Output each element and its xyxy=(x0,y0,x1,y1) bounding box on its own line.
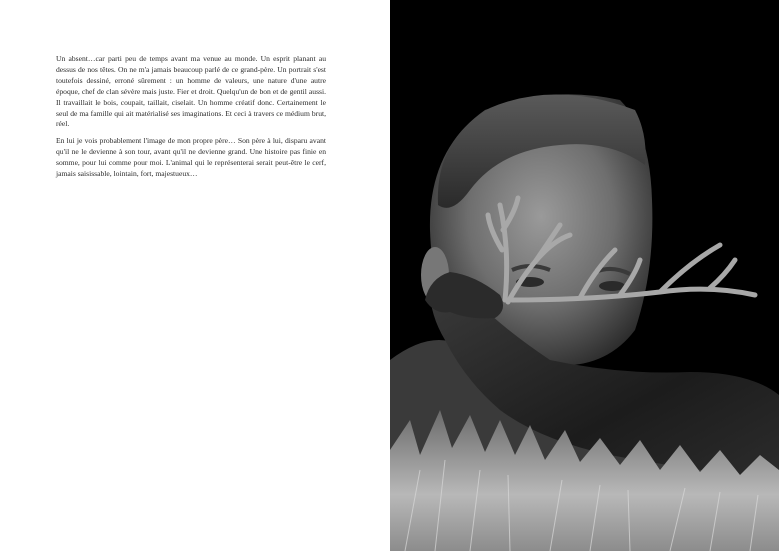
paragraph-1: Un absent…car parti peu de temps avant ma venue au monde. Un esprit planant au dessus de nos têtes. On ne m'a jamais beaucoup parlé de ce grand-père. Un portrait s'est toutefois dessiné, erroné sûrement : un homme de valeurs, une nature d'une autre époque, chef de clan sévère mais juste. Fier et droit. Quelqu'un de bon et de gentil aussi. Il travaillait le bois, coupait, taillait, ciselait. Un homme créatif donc. Certainement le seul de ma famille qui ait matérialisé ses imaginations. Et ceci à travers ce médium brut, réel. xyxy=(56,54,326,129)
right-page xyxy=(390,0,779,551)
body-text xyxy=(56,54,326,186)
collage-photo xyxy=(390,0,779,551)
paragraph-2: En lui je vois probablement l'image de mon propre père… Son père à lui, disparu avant qu'il ne le devienne à son tour, avant qu'il ne devienne grand. Une histoire pas finie en somme, pour lui comme pour moi. L'animal qui le représenterai serait peut-être le cerf, jamais saisissable, lointain, fort, majestueux… xyxy=(56,136,326,179)
